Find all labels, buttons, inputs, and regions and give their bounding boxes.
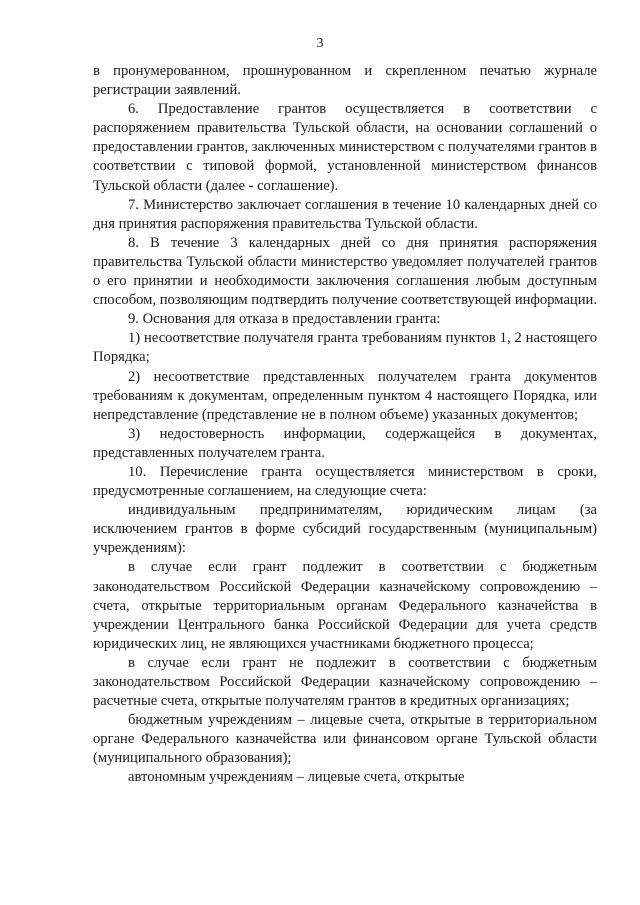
paragraph-item-7: 7. Министерство заключает соглашения в течение 10 календарных дней со дня принятия распоряжения правительства Тульской области. [93,196,597,232]
page-number: 3 [316,36,324,51]
paragraph-item-10: 10. Перечисление гранта осуществляется министерством в сроки, предусмотренные соглашением, на следующие счета: [93,463,597,500]
list-item-9-1: 1) несоответствие получателя гранта требованиям пунктов 1, 2 настоящего Порядка; [93,330,597,366]
list-item-9-2: 2) несоответствие представленных получателем гранта документов требованиям к документам, определенным пунктом 4 настоящего Порядка, или непредставление (представление не в полном объеме) указанных документов; [93,368,597,423]
paragraph-no-treasury-support: в случае если грант не подлежит в соответствии с бюджетным законодательством Российской Федерации казначейскому сопровождению – расчетные счета, открытые получателям грантов в кредитных организациях; [93,654,597,710]
paragraph-item-8: 8. В течение 3 календарных дней со дня принятия распоряжения правительства Тульской области министерство уведомляет получателей грантов о его принятии и необходимости заключения соглашения любым доступным способом, позволяющим подтвердить получение соответствующей информации. [93,234,597,309]
paragraph-continuation: в пронумерованном, прошнурованном и скрепленном печатью журнале регистрации заявлений. [93,63,597,99]
paragraph-entrepreneurs: индивидуальным предпринимателям, юридическим лицам (за исключением грантов в форме субсидий государственным (муниципальным) учреждениям): [93,502,597,557]
paragraph-budget-institutions: бюджетным учреждениям – лицевые счета, открытые в территориальном органе Федерального казначейства или финансовом органе Тульской области (муниципального образования); [93,712,597,767]
paragraph-item-6: 6. Предоставление грантов осуществляется в соответствии с распоряжением правительства Тульской области, на основании соглашений о предоставлении грантов, заключенных министерством с получателями грантов в соответствии с типовой формой, установленной министерством финансов Тульской области (далее - соглашение). [93,101,597,194]
paragraph-autonomous-institutions: автономным учреждениям – лицевые счета, открытые [128,769,465,786]
document-body [93,62,597,788]
paragraph-item-9: 9. Основания для отказа в предоставлении гранта: [128,311,441,328]
paragraph-treasury-support: в случае если грант подлежит в соответствии с бюджетным законодательством Российской Федерации казначейскому сопровождению – счета, открытые территориальным органам Федерального казначейства в учреждении Центрального банка Российской Федерации для учета средств юридических лиц, не являющихся участниками бюджетного процесса; [93,559,597,652]
list-item-9-3: 3) недостоверность информации, содержащейся в документах, представленных получателем гранта. [93,425,597,461]
